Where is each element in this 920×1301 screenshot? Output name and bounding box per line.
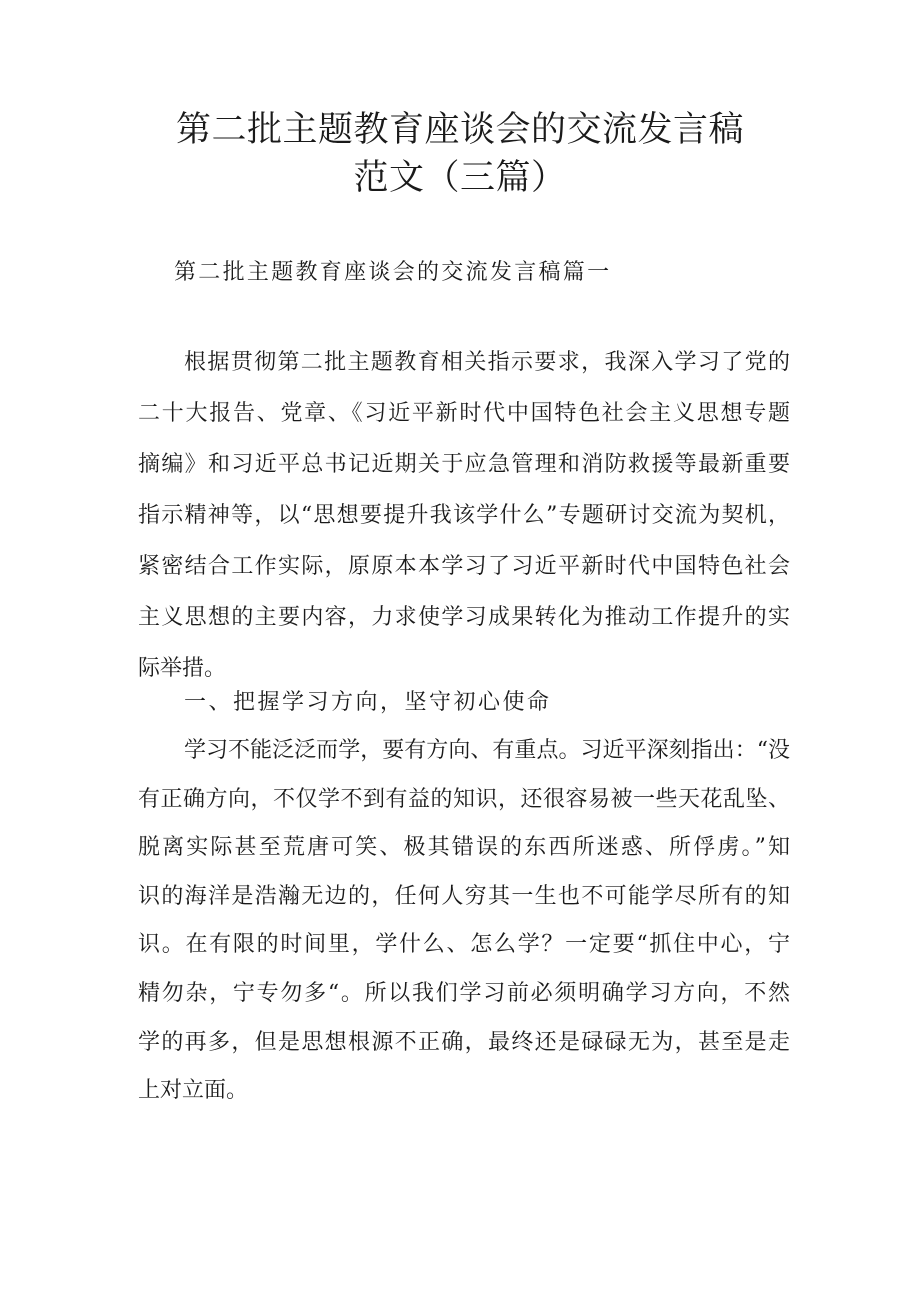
paragraph-intro	[138, 346, 790, 703]
paragraph-line: 上对立面。	[138, 1078, 249, 1104]
paragraph-line: 际举措。	[138, 656, 227, 681]
paragraph-line: 有正确方向，不仅学不到有益的知识，还很容易被一些天花乱坠、	[138, 786, 790, 812]
paragraph-line: 识的海洋是浩瀚无边的，任何人穷其一生也不可能学尽所有的知	[138, 883, 790, 909]
paragraph-line: 精勿杂，宁专勿多“。所以我们学习前必须明确学习方向，不然	[138, 980, 790, 1006]
paragraph-line: 脱离实际甚至荒唐可笑、极其错误的东西所迷惑、所俘虏。”知	[138, 835, 790, 861]
paragraph-line: 识。在有限的时间里，学什么、怎么学？一定要“抓住中心，宁	[138, 932, 790, 958]
paragraph-line: 紧密结合工作实际，原原本本学习了习近平新时代中国特色社会	[138, 554, 790, 579]
paragraph-learning-direction	[138, 734, 790, 1123]
section-subtitle: 第二批主题教育座谈会的交流发言稿篇一	[174, 260, 612, 285]
paragraph-line: 摘编》和习近平总书记近期关于应急管理和消防救援等最新重要	[138, 452, 790, 477]
section-heading-1: 一、把握学习方向，坚守初心使命	[184, 690, 552, 715]
document-title-line-2: 范文（三篇）	[353, 158, 567, 198]
paragraph-line: 二十大报告、党章、《习近平新时代中国特色社会主义思想专题	[138, 401, 790, 426]
paragraph-line: 主义思想的主要内容，力求使学习成果转化为推动工作提升的实	[138, 605, 790, 630]
document-title-line-1: 第二批主题教育座谈会的交流发言稿	[175, 110, 744, 150]
paragraph-line: 根据贯彻第二批主题教育相关指示要求，我深入学习了党的	[184, 350, 790, 375]
paragraph-line: 学习不能泛泛而学，要有方向、有重点。习近平深刻指出：“没	[184, 738, 790, 763]
paragraph-line: 指示精神等，以“思想要提升我该学什么”专题研讨交流为契机，	[138, 503, 790, 528]
paragraph-line: 学的再多，但是思想根源不正确，最终还是碌碌无为，甚至是走	[138, 1029, 790, 1055]
